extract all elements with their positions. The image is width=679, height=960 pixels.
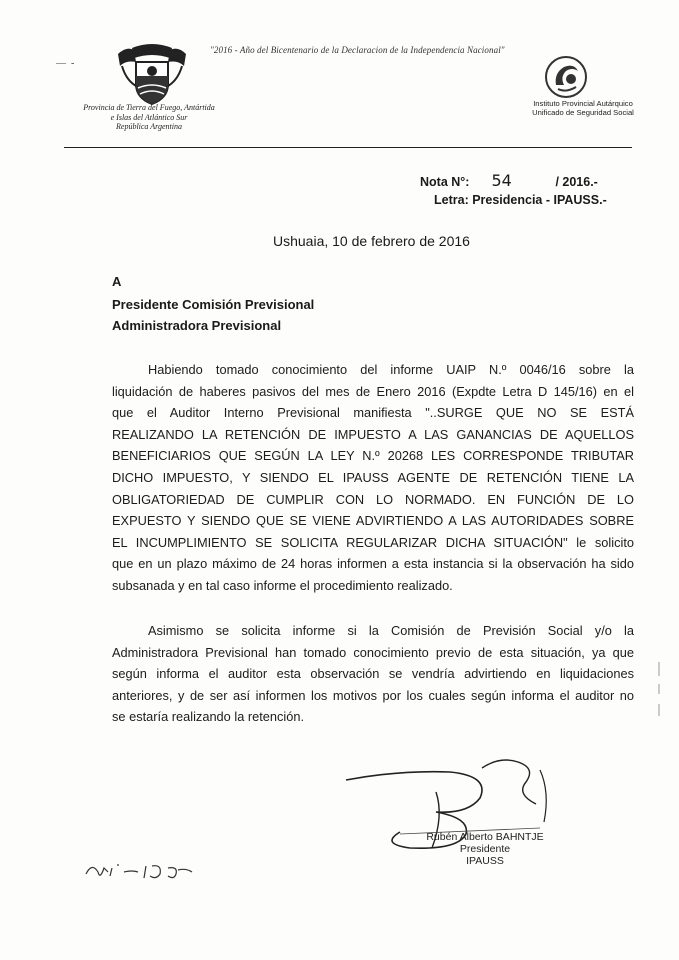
recipient-prefix: A	[112, 274, 122, 289]
margin-dash: — -	[56, 58, 75, 69]
paragraph-line: subsanada y en tal caso informe el procedimiento realizado.	[112, 577, 453, 593]
paragraph-line: BENEFICIARIOS QUE SEGÚN LA LEY N.º 20268 LES CORRESPONDE TRIBUTAR	[112, 448, 634, 464]
paragraph-line: EXPUESTO Y SIENDO QUE SE VIENE ADVIRTIENDO A LAS AUTORIDADES SOBRE	[112, 513, 634, 529]
note-label: Nota N°:	[420, 175, 470, 189]
note-year: / 2016.-	[555, 175, 598, 189]
recipient-line-1: Presidente Comisión Previsional	[112, 297, 315, 312]
paragraph-line: liquidación de haberes pasivos del mes de Enero 2016 (Expdte Letra D 145/16) en el	[112, 383, 634, 399]
paragraph-line: REALIZANDO LA RETENCIÓN DE IMPUESTO A LAS GANANCIAS DE AQUELLOS	[112, 426, 634, 442]
paragraph-line: que en un plazo máximo de 24 horas informen a esta instancia si la observación ha sido	[112, 556, 634, 572]
paragraph-line: anteriores, y de ser así informen los motivos por los cuales según informa el auditor no	[112, 687, 634, 703]
province-line: República Argentina	[116, 122, 182, 131]
signatory-name: Rubén Alberto BAHNTJE	[426, 831, 544, 843]
recipient-line-2: Administradora Previsional	[112, 318, 282, 333]
paragraph-line: Habiendo tomado conocimiento del informe UAIP N.º 0046/16 sobre la	[148, 362, 634, 377]
document-date: Ushuaia, 10 de febrero de 2016	[273, 233, 470, 249]
province-line: e Islas del Atlántico Sur	[110, 112, 188, 122]
margin-mark	[654, 660, 664, 720]
institute-line: Instituto Provincial Autárquico	[533, 99, 633, 108]
institute-line: Unificado de Seguridad Social	[532, 108, 634, 117]
signatory-block	[400, 831, 570, 867]
note-number: 54	[491, 171, 512, 190]
paragraph-line: Asimismo se solicita informe si la Comisión de Previsión Social y/o la	[148, 623, 634, 638]
header-divider	[64, 147, 632, 148]
paragraph-line: Administradora Previsional han tomado conocimiento previo de esta situación, ya que	[112, 644, 634, 660]
paragraph-line: OBLIGATORIEDAD DE CUMPLIR CON LO NORMADO. EN FUNCIÓN DE LO	[112, 491, 634, 507]
paragraph-line: EL INCUMPLIMIENTO SE SOLICITA REGULARIZAR DICHA SITUACIÓN" le solicito	[112, 534, 634, 550]
handwritten-initials-icon	[82, 854, 202, 884]
province-name	[64, 103, 234, 132]
province-emblem-icon	[112, 40, 192, 106]
province-line: Provincia de Tierra del Fuego, Antártida	[83, 103, 215, 112]
note-number-line	[420, 171, 598, 190]
paragraph-line: se estaría realizando la retención.	[112, 709, 305, 725]
header-motto: "2016 - Año del Bicentenario de la Declaracion de la Independencia Nacional"	[210, 45, 505, 55]
paragraph-line: que el Auditor Interno Previsional manifiesta "..SURGE QUE NO SE ESTÁ	[112, 405, 634, 421]
signatory-title: Presidente	[459, 843, 511, 855]
paragraph-2	[112, 620, 634, 728]
ipauss-logo-icon	[544, 55, 588, 99]
institute-name	[513, 99, 653, 117]
paragraph-line: según informa el auditor esta observación se vendría advirtiendo en liquidaciones	[112, 666, 634, 682]
paragraph-1	[112, 359, 634, 597]
signatory-org: IPAUSS	[466, 855, 504, 867]
paragraph-line: DICHO IMPUESTO, Y SIENDO EL IPAUSS AGENTE DE RETENCIÓN TIENE LA	[112, 469, 634, 485]
letter-reference: Letra: Presidencia - IPAUSS.-	[434, 193, 607, 207]
